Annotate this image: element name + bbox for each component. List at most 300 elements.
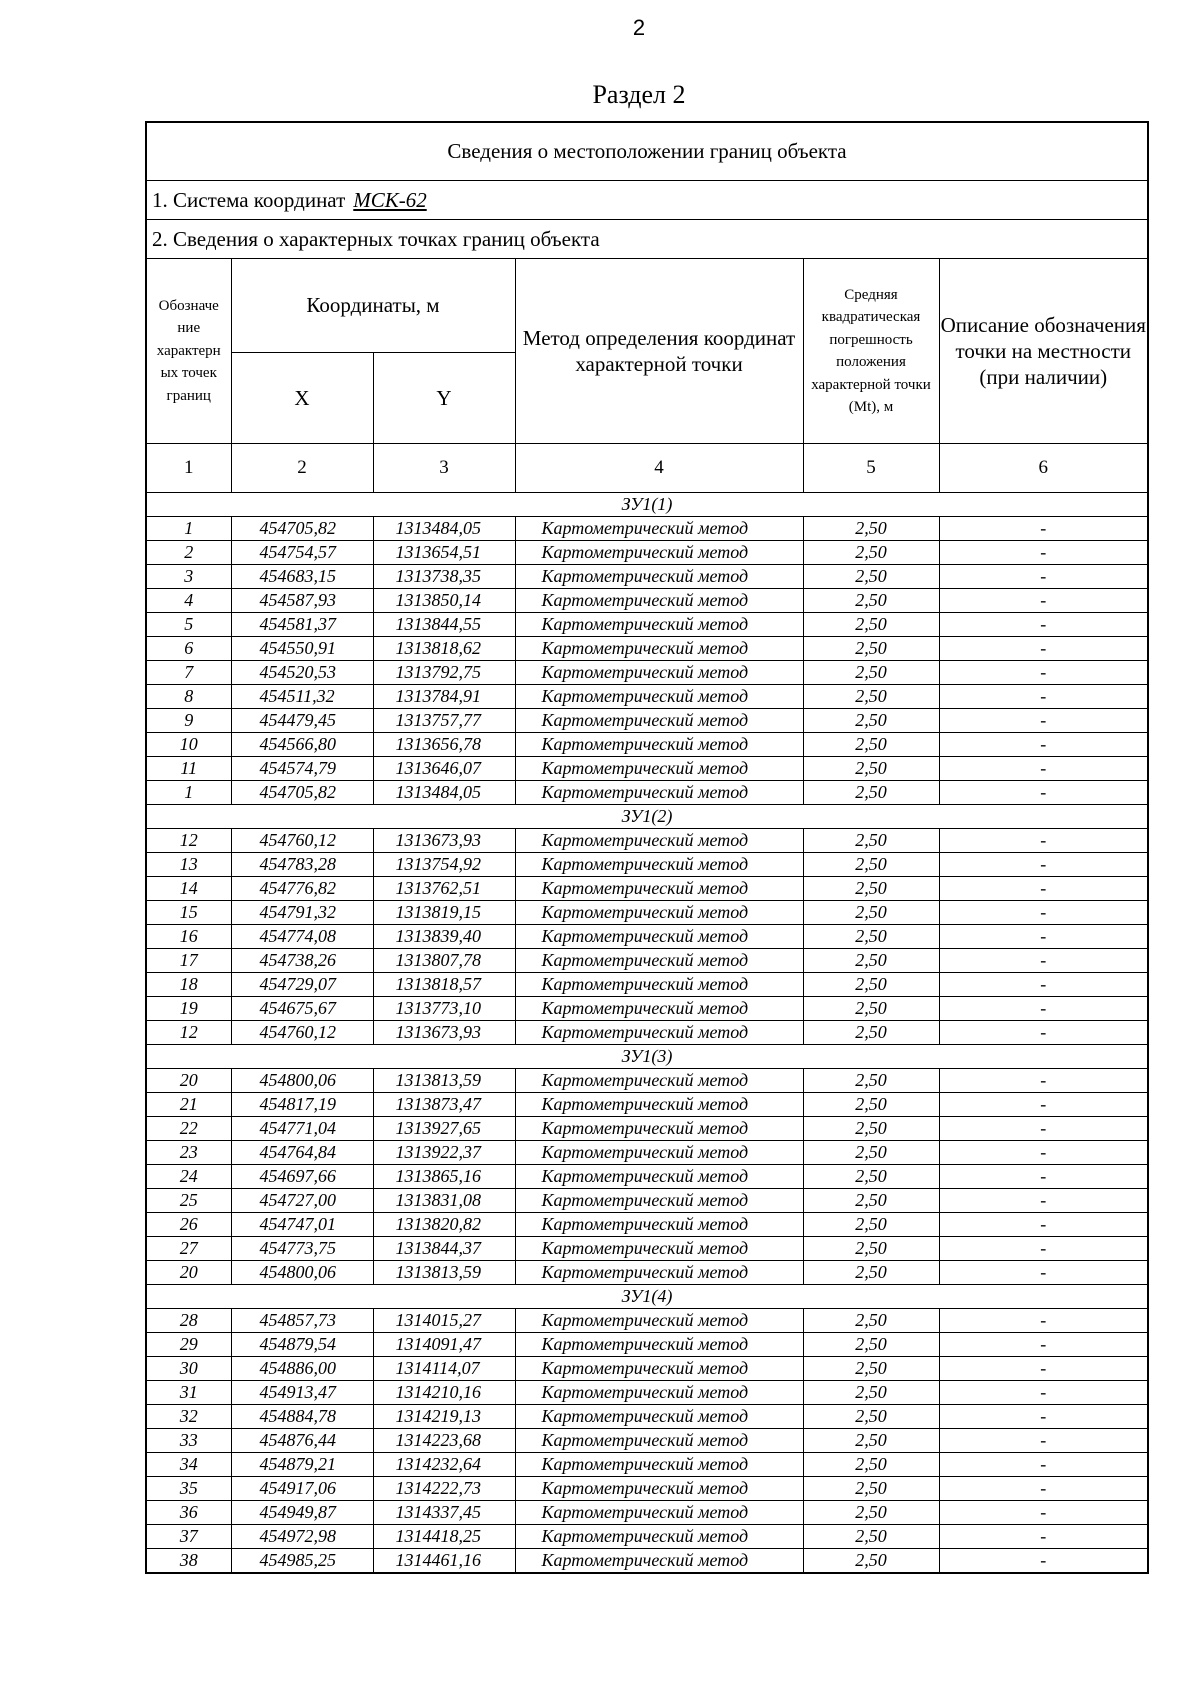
table-row (146, 997, 1148, 1021)
accuracy: 2,50 (803, 733, 939, 757)
point-number: 2 (146, 541, 231, 565)
table-row (146, 1021, 1148, 1045)
point-number: 31 (146, 1381, 231, 1405)
description: - (939, 1117, 1148, 1141)
coord-x: 454705,82 (231, 517, 373, 541)
column-number: 2 (231, 444, 373, 493)
accuracy: 2,50 (803, 949, 939, 973)
point-number: 12 (146, 1021, 231, 1045)
method: Картометрический метод (515, 661, 803, 685)
table-body (146, 122, 1148, 1573)
accuracy: 2,50 (803, 853, 939, 877)
description: - (939, 781, 1148, 805)
description: - (939, 1021, 1148, 1045)
column-numbers-row (146, 444, 1148, 493)
coord-x: 454760,12 (231, 1021, 373, 1045)
point-number: 21 (146, 1093, 231, 1117)
description: - (939, 1405, 1148, 1429)
page-number: 2 (632, 15, 646, 40)
accuracy: 2,50 (803, 1021, 939, 1045)
table-row (146, 901, 1148, 925)
method: Картометрический метод (515, 1213, 803, 1237)
accuracy: 2,50 (803, 1357, 939, 1381)
accuracy: 2,50 (803, 1237, 939, 1261)
description: - (939, 517, 1148, 541)
table-row (146, 1237, 1148, 1261)
parcel-group-name: ЗУ1(1) (146, 493, 1148, 517)
description: - (939, 709, 1148, 733)
accuracy: 2,50 (803, 757, 939, 781)
coord-x: 454764,84 (231, 1141, 373, 1165)
method: Картометрический метод (515, 1477, 803, 1501)
table-row (146, 1141, 1148, 1165)
method: Картометрический метод (515, 901, 803, 925)
accuracy: 2,50 (803, 685, 939, 709)
accuracy: 2,50 (803, 997, 939, 1021)
point-number: 11 (146, 757, 231, 781)
description: - (939, 1501, 1148, 1525)
coord-y: 1313818,62 (373, 637, 515, 661)
point-number: 27 (146, 1237, 231, 1261)
description: - (939, 1525, 1148, 1549)
table-row (146, 637, 1148, 661)
coord-y: 1314223,68 (373, 1429, 515, 1453)
accuracy: 2,50 (803, 1213, 939, 1237)
point-number: 1 (146, 781, 231, 805)
accuracy: 2,50 (803, 1429, 939, 1453)
column-number: 3 (373, 444, 515, 493)
coord-x: 454949,87 (231, 1501, 373, 1525)
description: - (939, 1381, 1148, 1405)
description: - (939, 853, 1148, 877)
point-number: 24 (146, 1165, 231, 1189)
description: - (939, 1069, 1148, 1093)
table-row (146, 589, 1148, 613)
coord-y: 1313813,59 (373, 1069, 515, 1093)
accuracy: 2,50 (803, 1093, 939, 1117)
table-row (146, 925, 1148, 949)
table-row (146, 709, 1148, 733)
table-row (146, 1501, 1148, 1525)
point-number: 36 (146, 1501, 231, 1525)
coord-x: 454817,19 (231, 1093, 373, 1117)
coord-y: 1313654,51 (373, 541, 515, 565)
coord-x: 454587,93 (231, 589, 373, 613)
method: Картометрический метод (515, 781, 803, 805)
accuracy: 2,50 (803, 637, 939, 661)
coord-y: 1314461,16 (373, 1549, 515, 1574)
coord-y: 1313757,77 (373, 709, 515, 733)
coord-x: 454985,25 (231, 1549, 373, 1574)
method: Картометрический метод (515, 1549, 803, 1574)
description: - (939, 637, 1148, 661)
method: Картометрический метод (515, 757, 803, 781)
column-number: 5 (803, 444, 939, 493)
coord-y: 1313844,55 (373, 613, 515, 637)
point-number: 18 (146, 973, 231, 997)
table-row (146, 1189, 1148, 1213)
description: - (939, 973, 1148, 997)
table-row (146, 565, 1148, 589)
table-row (146, 1429, 1148, 1453)
point-number: 19 (146, 997, 231, 1021)
coord-y: 1314222,73 (373, 1477, 515, 1501)
description: - (939, 541, 1148, 565)
header-method: Метод определения координат характерной точки (515, 259, 803, 444)
coord-y: 1314210,16 (373, 1381, 515, 1405)
method: Картометрический метод (515, 1333, 803, 1357)
point-number: 37 (146, 1525, 231, 1549)
coord-x: 454754,57 (231, 541, 373, 565)
coord-y: 1313484,05 (373, 517, 515, 541)
method: Картометрический метод (515, 1453, 803, 1477)
coord-x: 454791,32 (231, 901, 373, 925)
method: Картометрический метод (515, 1309, 803, 1333)
table-row (146, 1165, 1148, 1189)
table-row (146, 877, 1148, 901)
column-number: 4 (515, 444, 803, 493)
coord-y: 1313927,65 (373, 1117, 515, 1141)
method: Картометрический метод (515, 565, 803, 589)
coord-x: 454884,78 (231, 1405, 373, 1429)
description: - (939, 1309, 1148, 1333)
method: Картометрический метод (515, 685, 803, 709)
description: - (939, 1213, 1148, 1237)
coord-x: 454972,98 (231, 1525, 373, 1549)
table-row (146, 1381, 1148, 1405)
method: Картометрический метод (515, 1429, 803, 1453)
point-number: 30 (146, 1357, 231, 1381)
coord-x: 454747,01 (231, 1213, 373, 1237)
table-row (146, 1357, 1148, 1381)
method: Картометрический метод (515, 1189, 803, 1213)
coord-system-row (146, 181, 1148, 220)
point-number: 13 (146, 853, 231, 877)
coord-system-value: МСК-62 (353, 187, 427, 212)
point-number: 20 (146, 1069, 231, 1093)
coord-y: 1313807,78 (373, 949, 515, 973)
parcel-group-row (146, 1045, 1148, 1069)
coord-x: 454773,75 (231, 1237, 373, 1261)
coord-y: 1313865,16 (373, 1165, 515, 1189)
description: - (939, 877, 1148, 901)
table-row (146, 1453, 1148, 1477)
point-number: 16 (146, 925, 231, 949)
coord-system-label: 1. Система координат (152, 187, 346, 212)
coord-y: 1313646,07 (373, 757, 515, 781)
method: Картометрический метод (515, 829, 803, 853)
description: - (939, 901, 1148, 925)
table-row (146, 757, 1148, 781)
coord-y: 1313656,78 (373, 733, 515, 757)
point-number: 26 (146, 1213, 231, 1237)
point-number: 5 (146, 613, 231, 637)
coord-y: 1314232,64 (373, 1453, 515, 1477)
coord-x: 454705,82 (231, 781, 373, 805)
description: - (939, 1093, 1148, 1117)
coord-y: 1313873,47 (373, 1093, 515, 1117)
table-row (146, 1069, 1148, 1093)
accuracy: 2,50 (803, 1141, 939, 1165)
accuracy: 2,50 (803, 1453, 939, 1477)
coord-x: 454776,82 (231, 877, 373, 901)
coord-y: 1314015,27 (373, 1309, 515, 1333)
coord-y: 1313762,51 (373, 877, 515, 901)
accuracy: 2,50 (803, 1381, 939, 1405)
boundary-points-table (145, 121, 1149, 1574)
coord-x: 454697,66 (231, 1165, 373, 1189)
table-row (146, 829, 1148, 853)
point-number: 10 (146, 733, 231, 757)
point-number: 22 (146, 1117, 231, 1141)
method: Картометрический метод (515, 877, 803, 901)
accuracy: 2,50 (803, 613, 939, 637)
table-row (146, 1117, 1148, 1141)
coord-y: 1313792,75 (373, 661, 515, 685)
coord-x: 454675,67 (231, 997, 373, 1021)
accuracy: 2,50 (803, 1165, 939, 1189)
coord-x: 454913,47 (231, 1381, 373, 1405)
coord-x: 454729,07 (231, 973, 373, 997)
coord-y: 1313813,59 (373, 1261, 515, 1285)
method: Картометрический метод (515, 541, 803, 565)
coord-x: 454857,73 (231, 1309, 373, 1333)
coord-y: 1313673,93 (373, 1021, 515, 1045)
coord-y: 1313922,37 (373, 1141, 515, 1165)
coord-x: 454550,91 (231, 637, 373, 661)
table-row (146, 1213, 1148, 1237)
description: - (939, 685, 1148, 709)
table-row (146, 613, 1148, 637)
method: Картометрический метод (515, 1405, 803, 1429)
method: Картометрический метод (515, 613, 803, 637)
column-number: 6 (939, 444, 1148, 493)
coord-x: 454774,08 (231, 925, 373, 949)
coord-x: 454800,06 (231, 1069, 373, 1093)
accuracy: 2,50 (803, 1501, 939, 1525)
description: - (939, 757, 1148, 781)
coord-y: 1313484,05 (373, 781, 515, 805)
description: - (939, 1141, 1148, 1165)
section-title: Раздел 2 (592, 80, 686, 109)
method: Картометрический метод (515, 1141, 803, 1165)
point-number: 33 (146, 1429, 231, 1453)
accuracy: 2,50 (803, 1405, 939, 1429)
method: Картометрический метод (515, 517, 803, 541)
header-x: X (231, 353, 373, 444)
coord-x: 454738,26 (231, 949, 373, 973)
method: Картометрический метод (515, 1261, 803, 1285)
accuracy: 2,50 (803, 661, 939, 685)
point-number: 32 (146, 1405, 231, 1429)
table-row (146, 1549, 1148, 1574)
point-number: 12 (146, 829, 231, 853)
table-row (146, 733, 1148, 757)
coord-y: 1314114,07 (373, 1357, 515, 1381)
point-number: 1 (146, 517, 231, 541)
table-row (146, 541, 1148, 565)
description: - (939, 1549, 1148, 1574)
method: Картометрический метод (515, 1237, 803, 1261)
description: - (939, 997, 1148, 1021)
coord-y: 1314219,13 (373, 1405, 515, 1429)
coord-y: 1313844,37 (373, 1237, 515, 1261)
description: - (939, 733, 1148, 757)
accuracy: 2,50 (803, 1309, 939, 1333)
table-row (146, 1309, 1148, 1333)
coord-y: 1314418,25 (373, 1525, 515, 1549)
coord-x: 454520,53 (231, 661, 373, 685)
coord-y: 1313673,93 (373, 829, 515, 853)
accuracy: 2,50 (803, 781, 939, 805)
parcel-group-row (146, 805, 1148, 829)
description: - (939, 1261, 1148, 1285)
accuracy: 2,50 (803, 1525, 939, 1549)
coord-x: 454479,45 (231, 709, 373, 733)
parcel-group-row (146, 493, 1148, 517)
coord-y: 1313773,10 (373, 997, 515, 1021)
point-number: 8 (146, 685, 231, 709)
description: - (939, 565, 1148, 589)
accuracy: 2,50 (803, 589, 939, 613)
description: - (939, 1237, 1148, 1261)
accuracy: 2,50 (803, 517, 939, 541)
table-row (146, 517, 1148, 541)
method: Картометрический метод (515, 1021, 803, 1045)
accuracy: 2,50 (803, 1333, 939, 1357)
coord-x: 454683,15 (231, 565, 373, 589)
description: - (939, 613, 1148, 637)
description: - (939, 589, 1148, 613)
accuracy: 2,50 (803, 925, 939, 949)
accuracy: 2,50 (803, 877, 939, 901)
point-number: 29 (146, 1333, 231, 1357)
parcel-group-name: ЗУ1(2) (146, 805, 1148, 829)
table-row (146, 685, 1148, 709)
coord-y: 1313839,40 (373, 925, 515, 949)
coord-x: 454879,21 (231, 1453, 373, 1477)
parcel-group-row (146, 1285, 1148, 1309)
coord-y: 1313738,35 (373, 565, 515, 589)
method: Картометрический метод (515, 733, 803, 757)
coord-y: 1313754,92 (373, 853, 515, 877)
method: Картометрический метод (515, 1093, 803, 1117)
table-row (146, 1477, 1148, 1501)
table-row (146, 1093, 1148, 1117)
method: Картометрический метод (515, 1357, 803, 1381)
point-number: 6 (146, 637, 231, 661)
table-row (146, 949, 1148, 973)
table-row (146, 1261, 1148, 1285)
coord-y: 1314337,45 (373, 1501, 515, 1525)
accuracy: 2,50 (803, 829, 939, 853)
method: Картометрический метод (515, 589, 803, 613)
coord-y: 1313820,82 (373, 1213, 515, 1237)
point-number: 3 (146, 565, 231, 589)
accuracy: 2,50 (803, 1477, 939, 1501)
coord-x: 454727,00 (231, 1189, 373, 1213)
coord-x: 454917,06 (231, 1477, 373, 1501)
method: Картометрический метод (515, 1165, 803, 1189)
accuracy: 2,50 (803, 1117, 939, 1141)
method: Картометрический метод (515, 973, 803, 997)
accuracy: 2,50 (803, 1549, 939, 1574)
coord-x: 454800,06 (231, 1261, 373, 1285)
description: - (939, 1165, 1148, 1189)
method: Картометрический метод (515, 1117, 803, 1141)
point-number: 34 (146, 1453, 231, 1477)
method: Картометрический метод (515, 925, 803, 949)
table-row (146, 661, 1148, 685)
description: - (939, 1189, 1148, 1213)
coord-y: 1313818,57 (373, 973, 515, 997)
description: - (939, 1333, 1148, 1357)
parcel-group-name: ЗУ1(3) (146, 1045, 1148, 1069)
accuracy: 2,50 (803, 1261, 939, 1285)
method: Картометрический метод (515, 1525, 803, 1549)
description: - (939, 1453, 1148, 1477)
coord-x: 454574,79 (231, 757, 373, 781)
table-row (146, 973, 1148, 997)
point-number: 28 (146, 1309, 231, 1333)
table-row (146, 781, 1148, 805)
description: - (939, 925, 1148, 949)
coord-y: 1313784,91 (373, 685, 515, 709)
point-number: 38 (146, 1549, 231, 1574)
header-accuracy: Средняя квадратическая погрешность положения характерной точки (Mt), м (803, 259, 939, 444)
point-number: 15 (146, 901, 231, 925)
header-y: Y (373, 353, 515, 444)
description: - (939, 949, 1148, 973)
description: - (939, 1477, 1148, 1501)
method: Картометрический метод (515, 1501, 803, 1525)
coord-x: 454760,12 (231, 829, 373, 853)
accuracy: 2,50 (803, 565, 939, 589)
method: Картометрический метод (515, 1381, 803, 1405)
description: - (939, 661, 1148, 685)
point-number: 17 (146, 949, 231, 973)
accuracy: 2,50 (803, 1069, 939, 1093)
coord-x: 454879,54 (231, 1333, 373, 1357)
method: Картометрический метод (515, 1069, 803, 1093)
coord-x: 454511,32 (231, 685, 373, 709)
point-number: 14 (146, 877, 231, 901)
header-coordinates: Координаты, м (231, 259, 515, 353)
description: - (939, 1357, 1148, 1381)
point-number: 9 (146, 709, 231, 733)
coord-x: 454566,80 (231, 733, 373, 757)
header-description: Описание обозначения точки на местности (при наличии) (939, 259, 1148, 444)
accuracy: 2,50 (803, 1189, 939, 1213)
description: - (939, 829, 1148, 853)
coord-y: 1314091,47 (373, 1333, 515, 1357)
table-row (146, 1405, 1148, 1429)
table-row (146, 1525, 1148, 1549)
coord-x: 454783,28 (231, 853, 373, 877)
coord-x: 454581,37 (231, 613, 373, 637)
point-number: 7 (146, 661, 231, 685)
description: - (939, 1429, 1148, 1453)
method: Картометрический метод (515, 997, 803, 1021)
parcel-group-name: ЗУ1(4) (146, 1285, 1148, 1309)
accuracy: 2,50 (803, 541, 939, 565)
points-heading: 2. Сведения о характерных точках границ объекта (146, 220, 1148, 259)
method: Картометрический метод (515, 637, 803, 661)
coord-x: 454876,44 (231, 1429, 373, 1453)
header-point-designation: Обозначе ние характерн ых точек границ (146, 259, 231, 444)
accuracy: 2,50 (803, 901, 939, 925)
coord-y: 1313831,08 (373, 1189, 515, 1213)
